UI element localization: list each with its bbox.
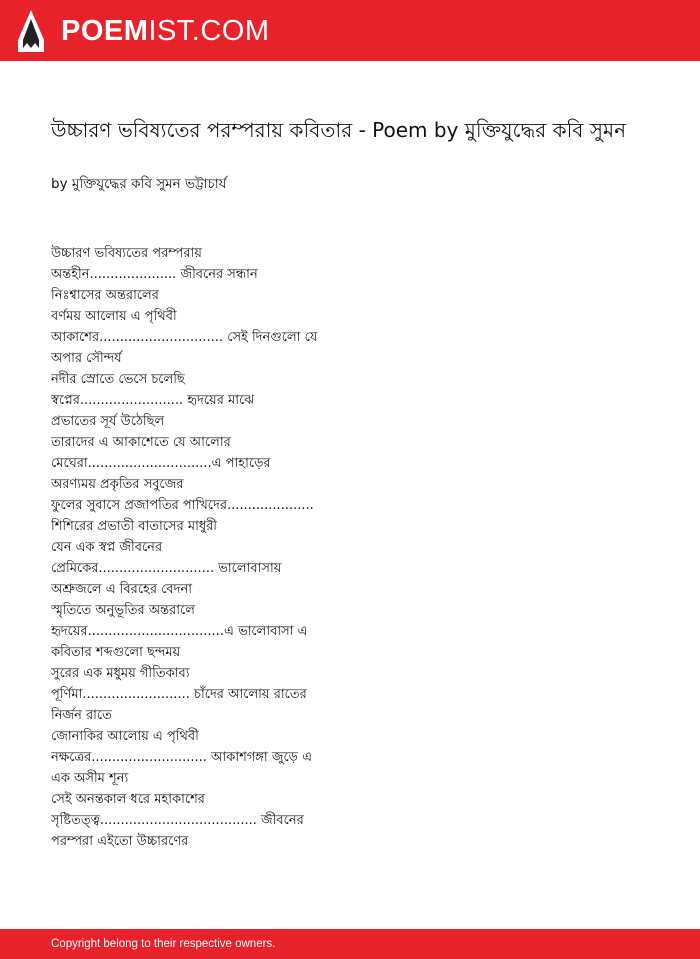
poem-line: অরণ্যময় প্রকৃতির সবুজের xyxy=(51,477,184,492)
poem-line: শিশিরের প্রভাতী বাতাসের মাধুরী xyxy=(51,519,218,534)
poem-line: নক্ষত্রের............................ আকাশগঙ্গা জুড়ে এ xyxy=(51,750,312,765)
poem-line: পরম্পরা এইতো উচ্চারণের xyxy=(51,834,189,849)
poem-line: স্মৃতিতে অনুভূতির অন্তরালে xyxy=(51,603,195,618)
poem-line: নদীর স্রোতে ভেসে চলেছি xyxy=(51,372,185,387)
site-logo[interactable] xyxy=(18,9,270,53)
copyright-text: Copyright belong to their respective owners. xyxy=(51,938,276,950)
poem-line: বর্ণময় আলোয় এ পৃথিবী xyxy=(51,309,177,324)
poem-line: নিঃশ্বাসের অন্তরালের xyxy=(51,288,159,303)
poem-line: সুরের এক মধুময় গীতিকাব্য xyxy=(51,666,190,681)
poem-line: যেন এক স্বপ্ন জীবনের xyxy=(51,540,163,555)
poem-title: উচ্চারণ ভবিষ্যতের পরম্পরায় কবিতার - Poem by মুক্তিযুদ্ধের কবি সুমন xyxy=(51,118,627,142)
logo-bold-text: POEM xyxy=(61,15,149,47)
poem-line: স্বপ্নের......................... হৃদয়ের মাঝে xyxy=(51,393,255,408)
poem-line: সৃষ্টিতত্ত্ব...................................... জীবনের xyxy=(51,813,304,828)
poem-line: প্রেমিকের............................ ভালোবাসায় xyxy=(51,561,282,576)
poem-line: সেই অনন্তকাল ধরে মহাকাশের xyxy=(51,792,205,807)
site-footer xyxy=(0,929,700,959)
poem-line: হৃদয়ের.................................এ ভালোবাসা এ xyxy=(51,624,308,639)
poem-line: অশ্রুজলে এ বিরহের বেদনা xyxy=(51,582,193,597)
poem-line: কবিতার শব্দগুলো ছন্দময় xyxy=(51,645,181,660)
poem-line: অপার সৌন্দর্য xyxy=(51,351,122,366)
poem-line: তারাদের এ আকাশেতে যে আলোর xyxy=(51,435,231,450)
poem-line: পূর্ণিমা.......................... চাঁদের আলোয় রাতের xyxy=(51,687,307,702)
poem-line: আকাশের.............................. সেই দিনগুলো যে xyxy=(51,330,318,345)
poem-line: মেঘেরা..............................এ পাহাড়ের xyxy=(51,456,271,471)
pencil-icon xyxy=(18,10,44,52)
poem-body xyxy=(51,243,651,852)
poem-line: এক অসীম শূন্য xyxy=(51,771,129,786)
poem-byline: by মুক্তিযুদ্ধের কবি সুমন ভট্টাচার্য xyxy=(51,176,227,192)
site-header xyxy=(0,0,700,61)
poem-line: নির্জন রাতে xyxy=(51,708,112,723)
site-logo-text xyxy=(61,9,270,53)
poem-line: উচ্চারণ ভবিষ্যতের পরম্পরায় xyxy=(51,246,202,261)
poem-line: ফুলের সুবাসে প্রজাপতির পাখিদের..................... xyxy=(51,498,314,513)
poem-line: জোনাকির আলোয় এ পৃথিবী xyxy=(51,729,199,744)
logo-light-text: IST.COM xyxy=(148,15,270,47)
poem-line: প্রভাতের সূর্য উঠেছিল xyxy=(51,414,165,429)
poem-line: অন্তহীন..................... জীবনের সন্ধান xyxy=(51,267,258,282)
